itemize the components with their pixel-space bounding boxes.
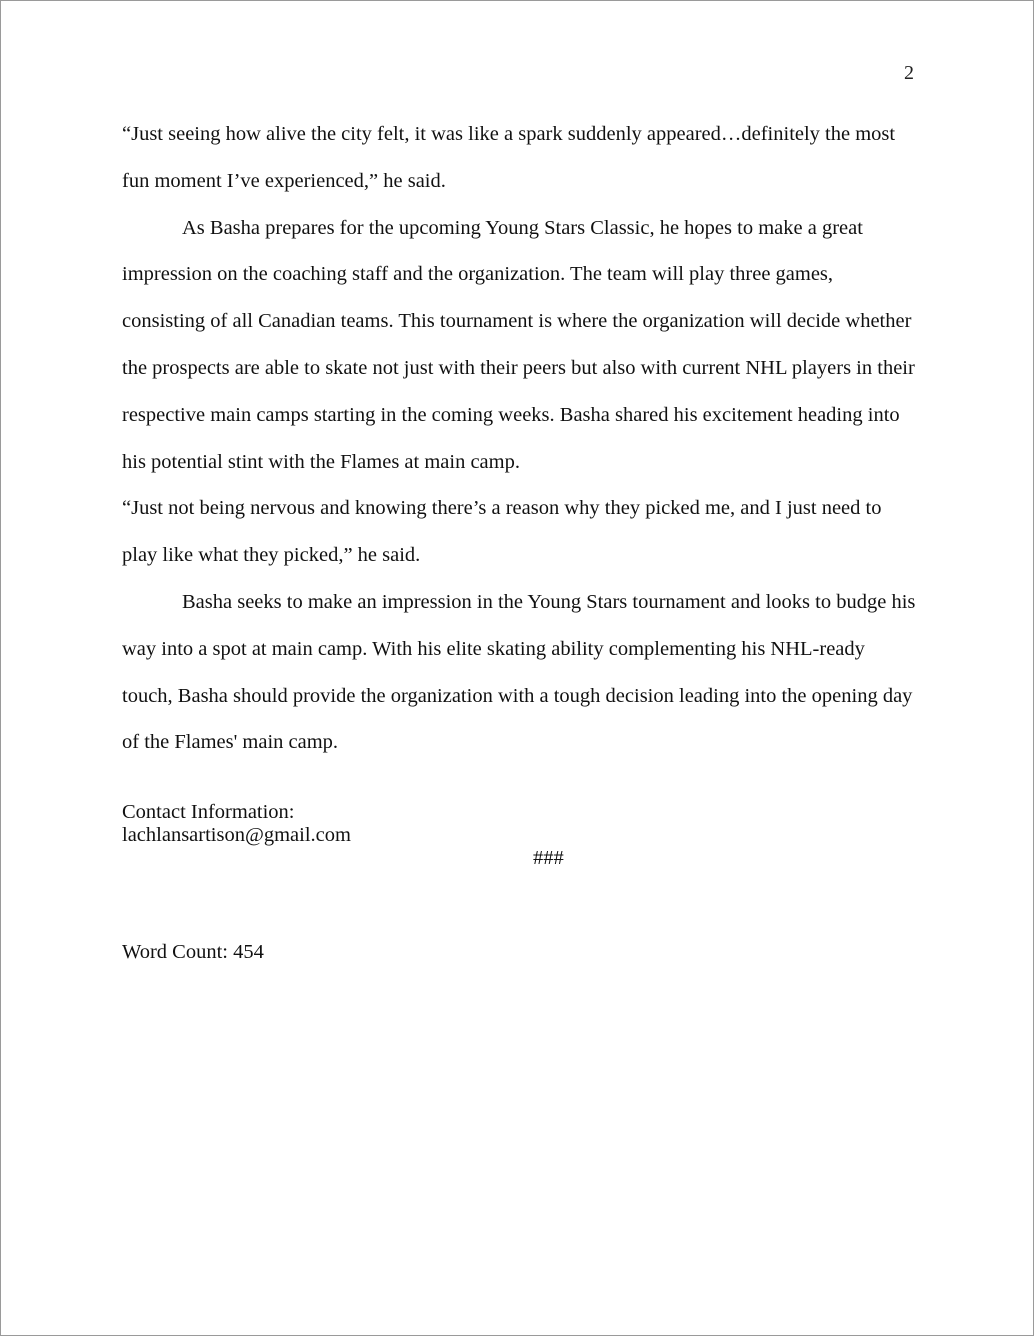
contact-email: lachlansartison@gmail.com <box>122 824 351 846</box>
word-count: Word Count: 454 <box>122 941 264 963</box>
page-number: 2 <box>904 62 914 84</box>
contact-label: Contact Information: <box>122 801 295 823</box>
contact-information <box>122 801 351 847</box>
paragraph-conclusion: Basha seeks to make an impression in the Young Stars tournament and looks to budge his way into a spot at main camp. With his elite skating ability complementing his NHL-ready touch, Basha should provide the organization with a tough decision leading into the opening day of the Flames' main camp. <box>122 590 916 754</box>
paragraph-quote-1: “Just seeing how alive the city felt, it was like a spark suddenly appeared…definitely the most fun moment I’ve experienced,” he said. <box>122 123 896 192</box>
article-body <box>122 111 917 766</box>
paragraph-quote-2: “Just not being nervous and knowing there’s a reason why they picked me, and I just need to play like what they picked,” he said. <box>122 497 882 567</box>
paragraph-young-stars: As Basha prepares for the upcoming Young Stars Classic, he hopes to make a great impression on the coaching staff and the organization. The team will play three games, consisting of all Canadian teams. This tournament is where the organization will decide whether the prospects are able to skate not just with their peers but also with current NHL players in their respective main camps starting in the coming weeks. Basha shared his excitement heading into his potential stint with the Flames at main camp. <box>122 216 915 473</box>
end-mark: ### <box>533 847 564 869</box>
